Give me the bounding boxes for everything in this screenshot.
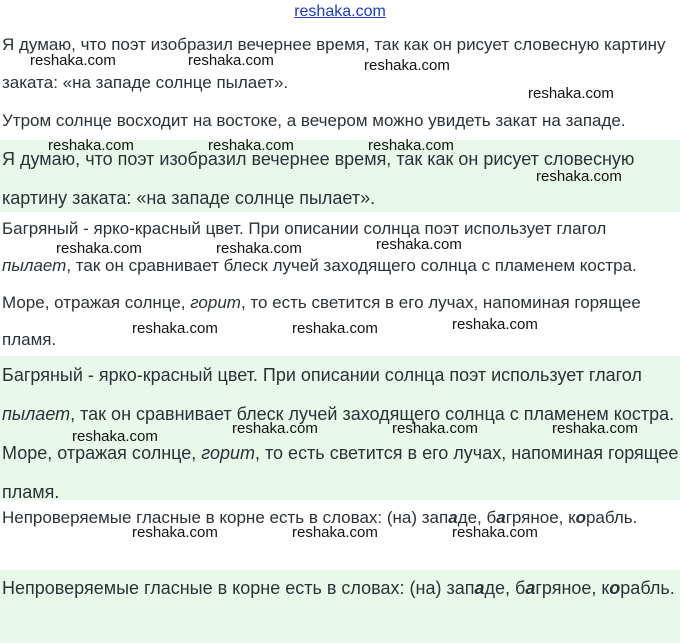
watermark: reshaka.com: [364, 57, 450, 74]
highlight-paragraph-1-text: Я думаю, что поэт изобразил вечернее время, так как он рисует словесную картину заката: «на западе солнце пылает».: [2, 149, 635, 208]
watermark: reshaka.com: [452, 316, 538, 333]
watermark: reshaka.com: [452, 524, 538, 541]
paragraph-4-text: Непроверяемые гласные в корне есть в словах: (на) западе, багряное, корабль.: [2, 508, 638, 527]
watermark: reshaka.com: [368, 137, 454, 154]
watermark: reshaka.com: [132, 320, 218, 337]
watermark: reshaka.com: [292, 524, 378, 541]
paragraph-1-text: Я думаю, что поэт изобразил вечернее время, так как он рисует словесную картину заката: «на западе солнце пылает».: [2, 35, 666, 92]
watermark: reshaka.com: [536, 168, 622, 185]
word-gorit: горит: [190, 293, 241, 312]
watermark: reshaka.com: [392, 420, 478, 437]
watermark: reshaka.com: [208, 137, 294, 154]
watermark: reshaka.com: [216, 240, 302, 257]
highlight-paragraph-3: [0, 570, 680, 643]
watermark: reshaka.com: [56, 240, 142, 257]
watermark: reshaka.com: [528, 85, 614, 102]
site-link[interactable]: reshaka.com: [294, 3, 386, 20]
watermark: reshaka.com: [188, 52, 274, 69]
paragraph-3-text: Багряный - ярко-красный цвет. При описании солнца поэт использует глагол пылает, так он сравнивает блеск лучей заходящего солнца с пламенем костра. Море, отражая солнце, горит, то есть светится в его лучах, напоминая горящее пламя.: [2, 219, 641, 349]
watermark: reshaka.com: [132, 524, 218, 541]
paragraph-2: [0, 102, 680, 140]
word-pylaet: пылает: [2, 256, 67, 275]
watermark: reshaka.com: [30, 52, 116, 69]
highlight-paragraph-3-text: Непроверяемые гласные в корне есть в словах: (на) западе, багряное, корабль.: [2, 578, 675, 598]
highlight-paragraph-2-text: Багряный - ярко-красный цвет. При описании солнца поэт использует глагол пылает, так он сравнивает блеск лучей заходящего солнца с пламенем костра. Море, отражая солнце, горит, то есть светится в его лучах, напоминая горящее пламя.: [2, 365, 679, 502]
word-pylaet-2: пылает: [2, 404, 71, 424]
watermark: reshaka.com: [292, 320, 378, 337]
paragraph-2-text: Утром солнце восходит на востоке, а вечером можно увидеть закат на западе.: [2, 111, 626, 130]
watermark: reshaka.com: [552, 420, 638, 437]
watermark: reshaka.com: [232, 420, 318, 437]
watermark: reshaka.com: [376, 236, 462, 253]
watermark: reshaka.com: [72, 428, 158, 445]
word-gorit-2: горит: [201, 443, 255, 463]
watermark: reshaka.com: [48, 137, 134, 154]
